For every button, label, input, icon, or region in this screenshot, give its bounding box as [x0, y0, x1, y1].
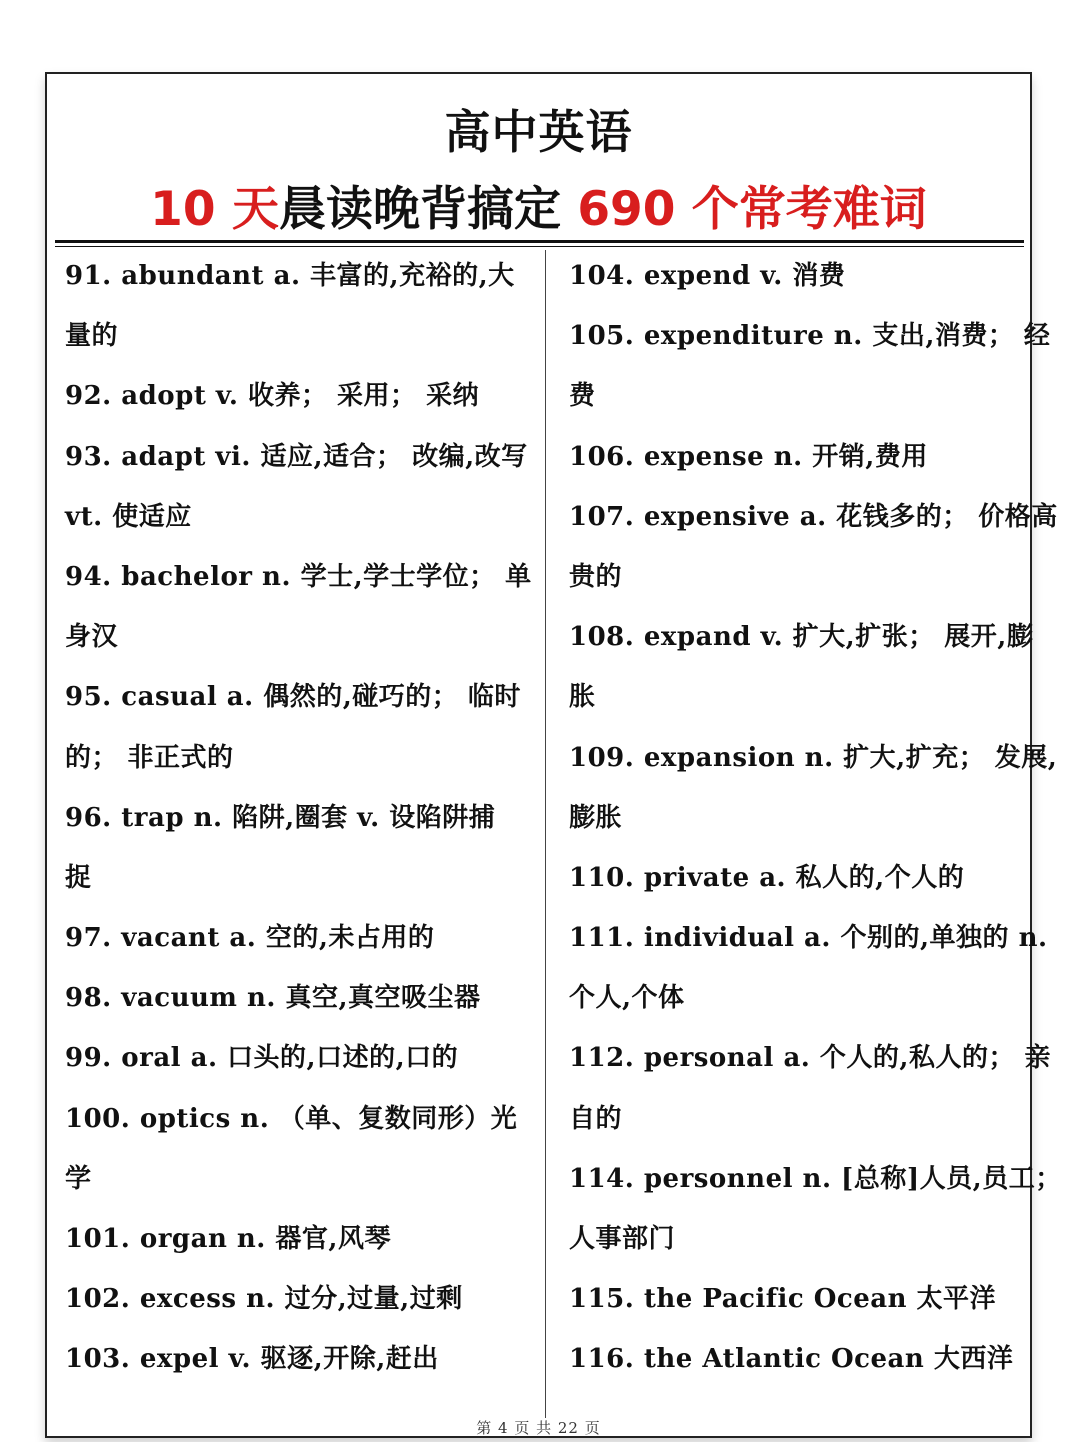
page-footer: 第 4 页 共 22 页: [476, 1419, 601, 1437]
page-subtitle: [47, 172, 1030, 239]
vocab-line: 的； 非正式的: [65, 742, 234, 773]
vocab-line: 费: [569, 381, 596, 412]
vocab-line: 膨胀: [569, 802, 623, 833]
vocab-line: 114. personnel n. [总称]人员,员工；: [569, 1163, 1062, 1194]
vocab-line: 111. individual a. 个别的,单独的 n.: [569, 923, 1048, 954]
vocab-line: 99. oral a. 口头的,口述的,口的: [65, 1043, 459, 1074]
vocab-line: 95. casual a. 偶然的,碰巧的； 临时: [65, 682, 521, 713]
vocab-line: 106. expense n. 开销,费用: [569, 441, 928, 472]
vocab-line: 108. expand v. 扩大,扩张； 展开,膨: [569, 622, 1034, 653]
vocab-line: 105. expenditure n. 支出,消费； 经: [569, 321, 1051, 352]
vocab-line: 115. the Pacific Ocean 太平洋: [569, 1284, 997, 1315]
page-frame: [45, 72, 1062, 1438]
vocab-line: 104. expend v. 消费: [569, 261, 846, 291]
vocab-line: 112. personal a. 个人的,私人的； 亲: [569, 1043, 1052, 1074]
left-column: [65, 246, 535, 1390]
vocab-line: 学: [65, 1163, 92, 1194]
vocab-line: 107. expensive a. 花钱多的； 价格高: [569, 501, 1058, 532]
header-rule: [55, 240, 1024, 243]
vocab-line: 110. private a. 私人的,个人的: [569, 862, 965, 893]
vocab-line: 116. the Atlantic Ocean 大西洋: [569, 1344, 1014, 1375]
vocab-line: 109. expansion n. 扩大,扩充； 发展,: [569, 742, 1058, 773]
subtitle-days: 10 天: [150, 182, 279, 237]
vocab-line: 103. expel v. 驱逐,开除,赶出: [65, 1344, 439, 1375]
vocab-line: 个人,个体: [569, 983, 685, 1014]
vocab-line: 101. organ n. 器官,风琴: [65, 1224, 391, 1254]
vocab-line: 人事部门: [569, 1224, 676, 1254]
vocab-line: 98. vacuum n. 真空,真空吸尘器: [65, 983, 481, 1014]
vocab-line: 量的: [65, 321, 119, 352]
right-column: [569, 246, 1062, 1390]
vocab-line: 贵的: [569, 561, 623, 592]
vocab-line: 身汉: [65, 622, 119, 653]
page-title: 高中英语: [444, 105, 633, 159]
vocab-line: 100. optics n. （单、复数同形）光: [65, 1103, 518, 1134]
subtitle-tail: 常考难词: [738, 182, 927, 237]
vocab-line: 91. abundant a. 丰富的,充裕的,大: [65, 261, 515, 291]
vocab-line: 96. trap n. 陷阱,圈套 v. 设陷阱捕: [65, 802, 496, 833]
vocab-line: 93. adapt vi. 适应,适合； 改编,改写: [65, 441, 528, 472]
vocab-line: vt. 使适应: [65, 501, 192, 532]
vocab-line: 97. vacant a. 空的,未占用的: [65, 923, 435, 954]
subtitle-phrase: 晨读晚背搞定: [278, 182, 561, 237]
vocab-line: 94. bachelor n. 学士,学士学位； 单: [65, 561, 532, 592]
vocab-line: 捉: [65, 862, 92, 893]
vocab-line: 102. excess n. 过分,过量,过剩: [65, 1284, 463, 1315]
vocab-line: 92. adopt v. 收养； 采用； 采纳: [65, 381, 480, 412]
column-divider: [545, 250, 546, 1418]
subtitle-count: 690 个: [577, 182, 739, 237]
vocab-line: 自的: [569, 1103, 623, 1134]
vocab-line: 胀: [569, 682, 596, 713]
